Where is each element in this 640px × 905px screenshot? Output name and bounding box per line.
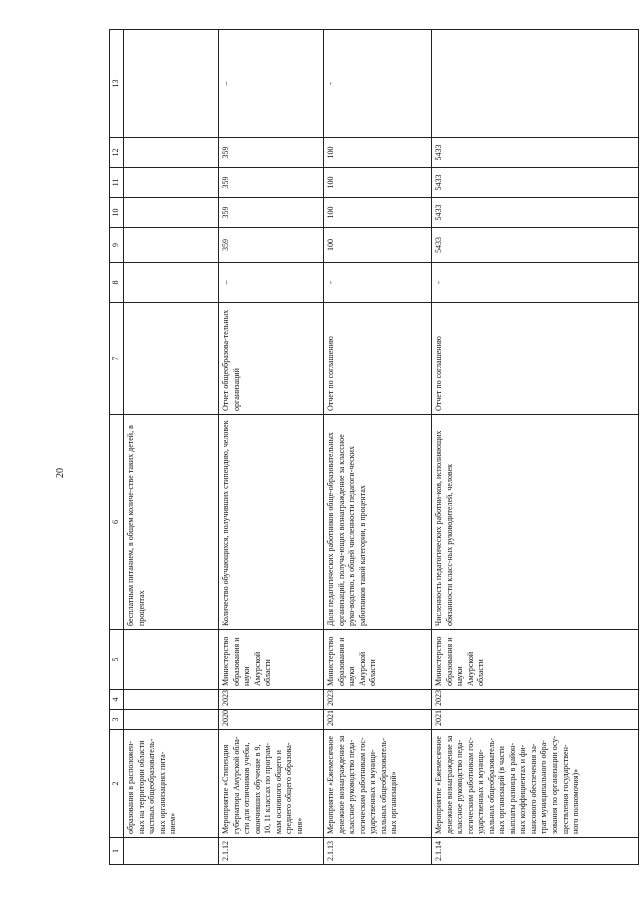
- row-number: 2.1.13: [324, 838, 432, 865]
- responsible: Министерство образования и науки Амурской области: [432, 630, 639, 690]
- indicator: бесплатным питанием, в общем количе-стве таких детей, в процентах: [124, 415, 219, 630]
- program-table: [109, 50, 639, 865]
- responsible: Министерство образования и науки Амурской области: [324, 630, 432, 690]
- value-cell: -: [324, 30, 432, 138]
- header-row: [110, 30, 124, 865]
- value-cell: [124, 198, 219, 228]
- data-source: Отчет по соглашению: [324, 303, 432, 415]
- end-year: 2023: [432, 690, 639, 710]
- start-year: 2021: [324, 710, 432, 730]
- table-row: [432, 30, 639, 865]
- value-cell: –: [219, 30, 324, 138]
- page-number: 20: [55, 468, 66, 478]
- value-cell: 5433: [432, 138, 639, 168]
- column-header: 13: [110, 30, 124, 138]
- measure-name: Мероприятие «Стипендия губернатора Амурской обла-сти для отличников учебы, окончивших обучение в 9, 10, 11 классах по програм-мам основного общего и среднего общего образова-ния»: [219, 730, 324, 838]
- value-cell: –: [219, 263, 324, 303]
- start-year: 2021: [432, 710, 639, 730]
- value-cell: -: [432, 263, 639, 303]
- value-cell: [432, 30, 639, 138]
- end-year: 2023: [324, 690, 432, 710]
- table-row: [219, 30, 324, 865]
- data-source: Отчет по соглашению: [432, 303, 639, 415]
- value-cell: 5433: [432, 168, 639, 198]
- row-number: 2.1.14: [432, 838, 639, 865]
- responsible: [124, 630, 219, 690]
- table-row: [324, 30, 432, 865]
- column-header: 1: [110, 838, 124, 865]
- value-cell: 359: [219, 228, 324, 263]
- table-row: [124, 30, 219, 865]
- value-cell: 359: [219, 198, 324, 228]
- value-cell: [124, 30, 219, 138]
- value-cell: 359: [219, 138, 324, 168]
- column-header: 9: [110, 228, 124, 263]
- value-cell: 5433: [432, 228, 639, 263]
- column-header: 8: [110, 263, 124, 303]
- value-cell: 359: [219, 168, 324, 198]
- value-cell: [124, 228, 219, 263]
- indicator: Доля педагогических работников обще-образовательных организаций, получа-ющих вознаграждение за классное руко-водство, в общей численности педагоги-ческих работников такой категории, в процентах: [324, 415, 432, 630]
- column-header: 10: [110, 198, 124, 228]
- value-cell: 100: [324, 228, 432, 263]
- column-header: 7: [110, 303, 124, 415]
- end-year: [124, 690, 219, 710]
- row-number: [124, 838, 219, 865]
- column-header: 2: [110, 730, 124, 838]
- column-header: 5: [110, 630, 124, 690]
- indicator: Количество обучающихся, получивших стипендию, человек: [219, 415, 324, 630]
- value-cell: 100: [324, 198, 432, 228]
- indicator: Численность педагогических работни-ков, исполняющих обязанности класс-ных руководителей, человек: [432, 415, 639, 630]
- value-cell: [124, 263, 219, 303]
- measure-name: Мероприятие «Ежемесячное денежное вознаграждение за классное руководство педа-гогическим работникам гос-ударственных и муници-пальных общеобразователь-ных организаций»: [324, 730, 432, 838]
- value-cell: 100: [324, 138, 432, 168]
- measure-name: Мероприятие «Ежемесячное денежное вознаграждение за классное руководство педа-гогическим работникам гос-ударственных и муници-пальных общеобразователь-ных организаций (в части выплаты разницы в район-ных коэффициентах и фи-нансового обеспечения за-трат муниципального обра-зования по организации осу-ществления государствен-ного полномочия)»: [432, 730, 639, 838]
- value-cell: 100: [324, 168, 432, 198]
- column-header: 12: [110, 138, 124, 168]
- end-year: 2023: [219, 690, 324, 710]
- value-cell: -: [324, 263, 432, 303]
- value-cell: 5433: [432, 198, 639, 228]
- column-header: 11: [110, 168, 124, 198]
- value-cell: [124, 138, 219, 168]
- start-year: [124, 710, 219, 730]
- start-year: 2020: [219, 710, 324, 730]
- column-header: 6: [110, 415, 124, 630]
- measure-name: образования в расположен-ных на территории области частных общеобразователь-ных организациях пита-нием»: [124, 730, 219, 838]
- value-cell: [124, 168, 219, 198]
- data-source: Отчет общеобразова-тельных организаций: [219, 303, 324, 415]
- column-header: 4: [110, 690, 124, 710]
- row-number: 2.1.12: [219, 838, 324, 865]
- column-header: 3: [110, 710, 124, 730]
- data-source: [124, 303, 219, 415]
- responsible: Министерство образования и науки Амурской области: [219, 630, 324, 690]
